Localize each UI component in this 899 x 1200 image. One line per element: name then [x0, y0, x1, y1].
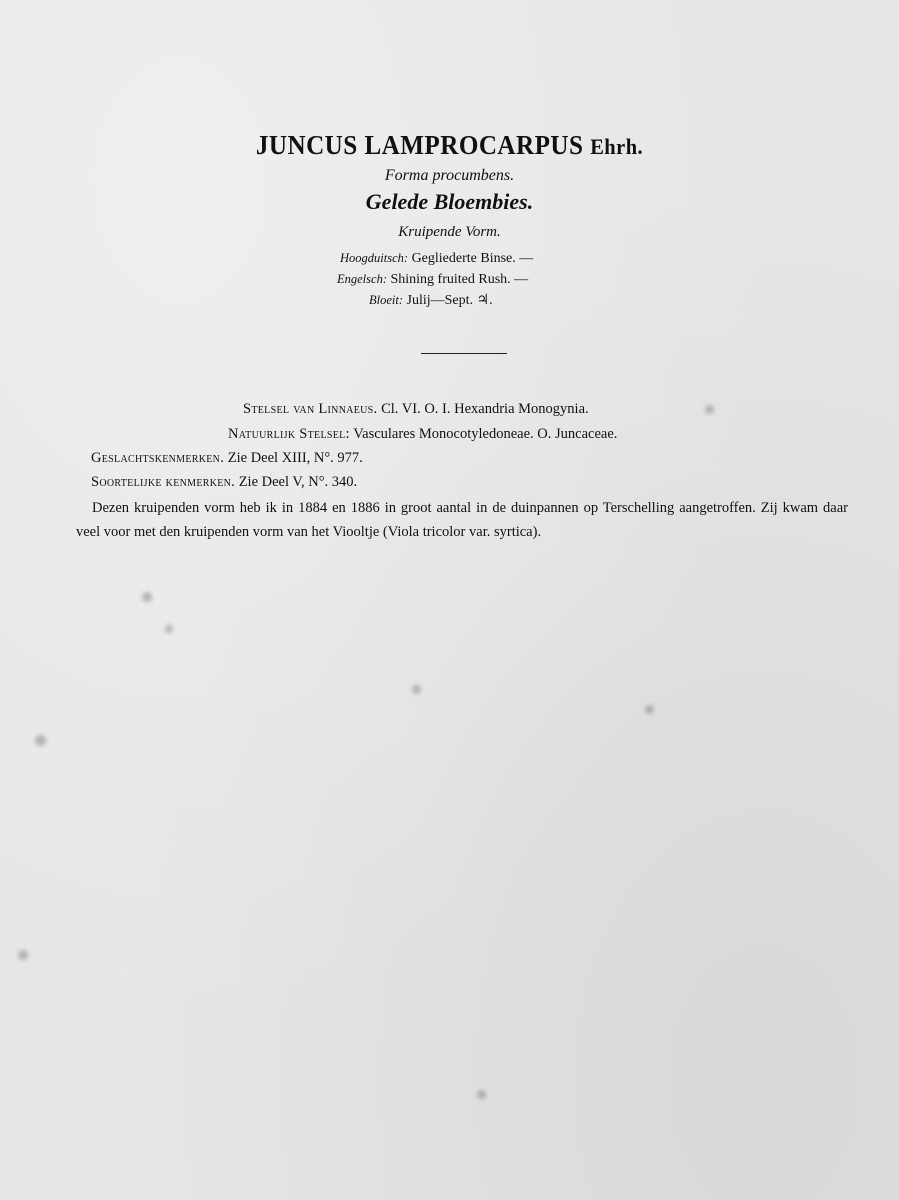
- common-name-german: [300, 248, 620, 269]
- common-name-label: Hoogduitsch:: [340, 251, 409, 265]
- section-divider: [421, 353, 507, 354]
- paper-speck: [35, 735, 46, 746]
- genus-value: Zie Deel XIII, N°. 977.: [227, 450, 363, 466]
- species-title: [31, 130, 867, 161]
- description-paragraph: Dezen kruipenden vorm heb ik in 1884 en 1886 in groot aantal in de duinpannen op Terschelling aangetroffen. Zij kwam daar veel voor met den kruipenden vorm van het Viooltje (Viola tricolor var. syrtica).: [76, 500, 848, 540]
- common-name-value: Gegliederte Binse. —: [411, 251, 534, 266]
- natural-system: [228, 426, 788, 443]
- paper-speck: [142, 592, 152, 602]
- flowering-period: [300, 290, 620, 311]
- linnaeus-system: [243, 401, 763, 418]
- paper-speck: [477, 1090, 486, 1099]
- natural-value: Vasculares Monocotyledoneae. O. Juncaceae.: [353, 426, 618, 442]
- species-label: Soortelijke kenmerken.: [91, 474, 236, 490]
- common-name-label: Bloeit:: [369, 293, 404, 307]
- paper-speck: [412, 685, 421, 694]
- species-author: Ehrh.: [590, 134, 644, 159]
- linnaeus-label: Stelsel van Linnaeus.: [243, 401, 378, 417]
- paper-speck: [18, 950, 28, 960]
- species-characters: [91, 474, 611, 491]
- species-value: Zie Deel V, N°. 340.: [238, 474, 358, 490]
- common-name-english: [300, 269, 620, 290]
- common-name-label: Engelsch:: [337, 272, 387, 286]
- natural-label: Natuurlijk Stelsel:: [228, 426, 350, 442]
- paper-speck: [645, 705, 654, 714]
- species-name: JUNCUS LAMPROCARPUS: [255, 130, 584, 160]
- dutch-subtitle: Kruipende Vorm.: [398, 224, 501, 240]
- common-name-value: Julij—Sept. ♃.: [406, 293, 493, 308]
- common-names: [300, 248, 620, 311]
- paper-speck: [165, 625, 173, 633]
- genus-label: Geslachtskenmerken.: [91, 450, 225, 466]
- dutch-name: Gelede Bloembies.: [365, 189, 534, 214]
- form-subtitle: Forma procumbens.: [384, 167, 515, 184]
- common-name-value: Shining fruited Rush. —: [390, 272, 529, 287]
- linnaeus-value: Cl. VI. O. I. Hexandria Monogynia.: [381, 401, 589, 417]
- genus-characters: [91, 450, 611, 467]
